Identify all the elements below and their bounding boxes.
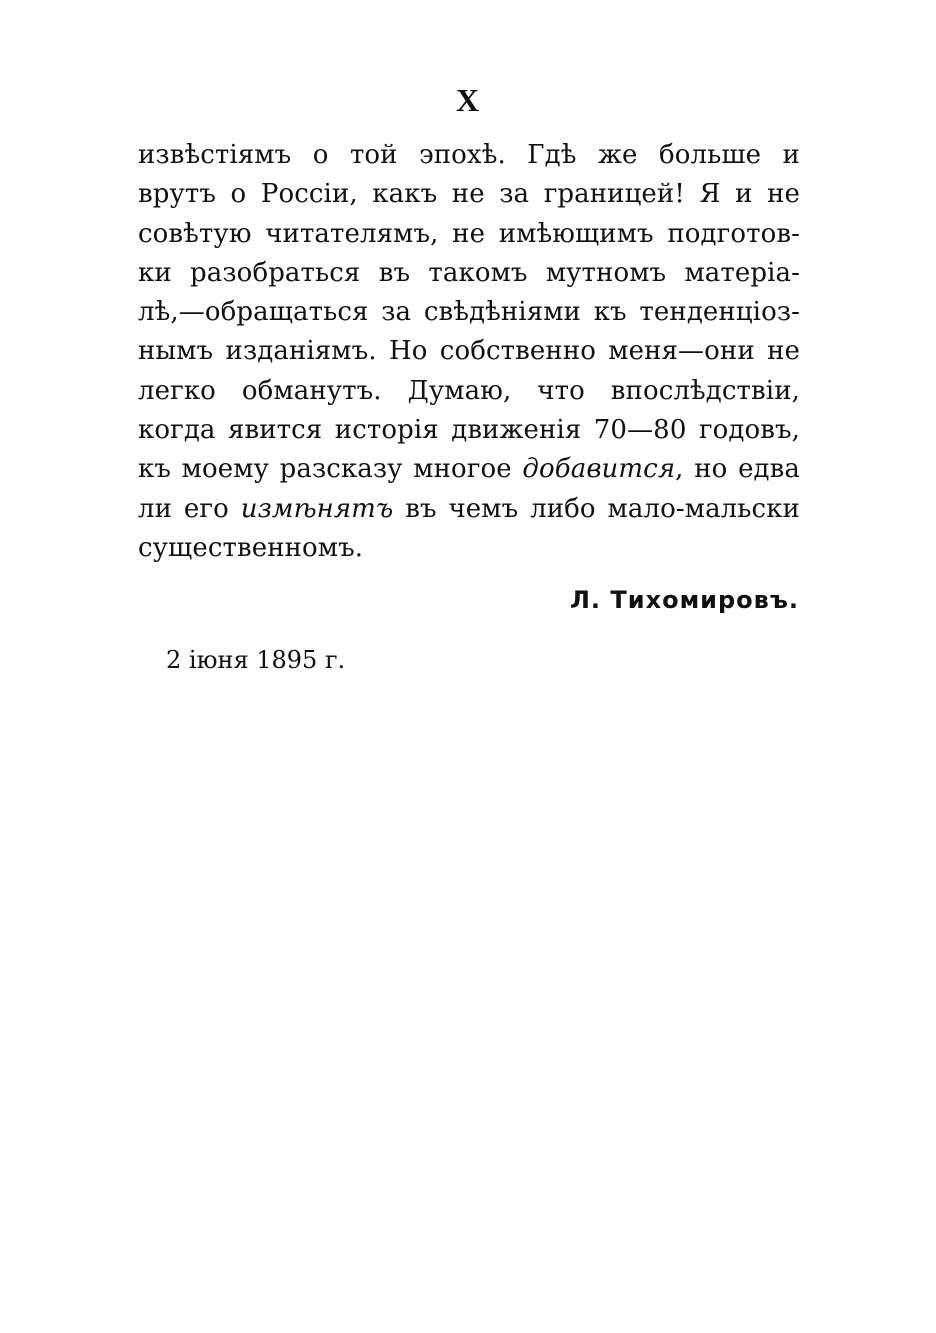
text-segment: въ чемъ либо мало-мальски bbox=[393, 493, 800, 524]
text-line: нымъ изданіямъ. Но собственно меня—они не bbox=[138, 336, 800, 367]
author-signature: Л. Тихомировъ. bbox=[570, 586, 800, 614]
text-line bbox=[138, 490, 800, 529]
text-line bbox=[138, 450, 800, 489]
text-line: ки разобраться въ такомъ мутномъ матеріа- bbox=[138, 257, 800, 288]
text-line: лѣ,—обращаться за свѣдѣніями къ тенденціоз- bbox=[138, 297, 800, 328]
text-line: извѣстіямъ о той эпохѣ. Гдѣ же больше и bbox=[138, 140, 800, 170]
italic-word: добавится bbox=[522, 454, 676, 485]
text-line: совѣтую читателямъ, не имѣющимъ подготов- bbox=[138, 218, 800, 249]
text-line: врутъ о Россіи, какъ не за границей! Я и не bbox=[138, 179, 800, 210]
text-segment: къ моему разсказу многое bbox=[138, 454, 523, 485]
text-segment: ли его bbox=[138, 493, 241, 524]
text-segment: , но едва bbox=[675, 454, 800, 485]
italic-word: измѣнятъ bbox=[240, 493, 394, 524]
page-number: X bbox=[455, 82, 481, 118]
body-text bbox=[138, 136, 800, 568]
text-line: когда явится исторія движенія 70—80 годовъ, bbox=[138, 415, 800, 446]
text-line: существенномъ. bbox=[138, 532, 364, 563]
text-line: легко обманутъ. Думаю, что впослѣдствіи, bbox=[138, 375, 800, 406]
date-line: 2 іюня 1895 г. bbox=[166, 646, 346, 674]
